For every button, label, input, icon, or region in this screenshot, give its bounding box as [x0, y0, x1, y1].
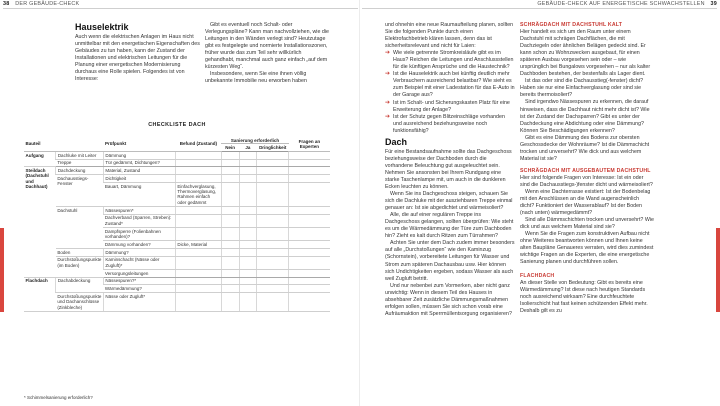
list-item-text: Ist die Hauselektrik auch bei künftig deutlich mehr Verbrauchern ausreichend belastbar? Wie sieht es zum Beispiel mit einer Ladestation für das E-Auto in der Garage aus? [393, 71, 515, 99]
arrow-right-icon: ➔ [385, 71, 391, 78]
row-check: Dampfsperre (Folienbahnen vorhanden)? [103, 227, 175, 240]
paragraph-schraegdach-kalt: Hier handelt es sich um den Raum unter einem Dachstuhl mit schrägen Dachflächen, die mit Dachziegeln oder ähnlichen Belägen gedeckt sind. Er kann schon zu Wohnzwecken ausgebaut, für einen späteren Ausbau vorgesehen sein oder – wie ursprünglich bei Bungalows vorgesehen – nur als kalter Dachboden bestehen, der bestenfalls als Lager dient. [520, 29, 651, 78]
group-label-aufgang: Aufgang [24, 151, 56, 167]
checklist-row [24, 256, 330, 269]
list-item-text: Ist im Schalt- und Sicherungskasten Platz für eine Erweiterung der Anlage? [393, 99, 510, 113]
cell-dringlichkeit[interactable] [257, 206, 289, 214]
right-column-2 [520, 22, 654, 315]
checklist-row [24, 248, 330, 256]
list-item [385, 100, 515, 114]
group-label-flachdach: Flachdach [24, 277, 56, 311]
header-dringlichkeit: Dringlichkeit [257, 144, 289, 151]
checklist-row [24, 277, 330, 285]
header-pruefpunkt: Prüfpunkt [56, 137, 176, 151]
row-item: Boden [56, 248, 104, 256]
header-rule-left [3, 8, 358, 9]
paragraph-daemmschichten: Sind alle Dämmschichten trocken und unversehrt? Wie dick und aus welchem Material sind sie? [520, 217, 654, 231]
row-check: Kaminschacht (Nässe oder Zugluft)* [103, 256, 175, 269]
checklist-header-row-1 [24, 137, 330, 144]
list-item [385, 71, 515, 99]
row-befund[interactable] [175, 248, 221, 256]
list-item-text: Wie vielе getrennte Stromkreisläufe gibt es im Haus? Reichen die Leitungen und Anschlussstellen für die künftigen Ansprüche und die Haustechnik? [393, 50, 514, 71]
cell-ja[interactable] [239, 159, 257, 167]
subheading-schraegdach-kalt: SCHRÄGDACH MIT DACHSTUHL KALT [520, 22, 623, 28]
paragraph-aufraeumaktion: Und nur nebenbei zum Vormerken, aber nicht ganz unwichtig: Wenn in diesem Teil des Hauses in absehbarer Zeit zusätzliche Dämmungsmaßnahmen erfolgen sollen, müssen Sie sich schon vorab eine Aufräumaktion mit Sperrmüllentsorgung organisieren? [385, 282, 512, 317]
row-befund[interactable] [175, 269, 221, 277]
cell-nein[interactable] [221, 206, 239, 214]
row-check: Dämmung vorhanden? [103, 241, 175, 249]
cell-dringlichkeit[interactable] [257, 167, 289, 175]
cell-fragen[interactable] [289, 256, 330, 269]
paragraph-ausgebaut-fragen: Hier sind folgende Fragen von Interesse: Ist ein oder sind die Dachausstiegs-)fenster dicht und wärmeisoliert? [520, 174, 653, 188]
header-befund: Befund (Zustand) [175, 137, 221, 151]
paragraph-experten: Wenn Sie die Fragen zum konstruktiven Aufbau nicht ohne Weiteres beantworten können und Ihnen keine alten Baupläne Genaueres verraten, wird dies zumindest wichtige Fragen an die Experten, die eine energetische Sanierung planen und durchführen sollen. [520, 231, 654, 266]
cell-dringlichkeit[interactable] [257, 175, 289, 183]
cell-dringlichkeit[interactable] [257, 214, 289, 227]
cell-ja[interactable] [239, 293, 257, 312]
row-befund[interactable] [175, 256, 221, 269]
cell-ja[interactable] [239, 256, 257, 269]
arrow-right-icon: ➔ [385, 50, 391, 57]
checklist-row [24, 159, 330, 167]
cell-dringlichkeit[interactable] [257, 277, 289, 285]
cell-nein[interactable] [221, 159, 239, 167]
row-befund[interactable] [175, 175, 221, 183]
cell-ja[interactable] [239, 241, 257, 249]
row-item: Dachstuhl [56, 206, 104, 248]
chapter-edge-tab-left [0, 228, 4, 312]
subheading-schraegdach-ausgebaut: SCHRÄGDACH MIT AUSGEBAUTEM DACHSTUHL [520, 167, 651, 174]
cell-dringlichkeit[interactable] [257, 256, 289, 269]
header-fragen: Fragen an Experten [289, 137, 330, 151]
intro-paragraph-plans: Gibt es eventuell noch Schalt- oder Verlegungspläne? Kann man nachvollziehen, wie die Leitungen in den Wänden verlegt sind? Heutzutage gibt es festgelegte und normierte Installationszonen, früher wurde das zum Teil sehr willkürlich gehandhabt, manchmal auch ganz einfach „auf dem kürzesten Weg“. [205, 22, 329, 71]
right-column-1 [385, 22, 515, 318]
cell-nein[interactable] [221, 151, 239, 159]
cell-fragen[interactable] [289, 277, 330, 285]
cell-fragen[interactable] [289, 269, 330, 277]
cell-fragen[interactable] [289, 159, 330, 167]
header-ja: Ja [239, 144, 257, 151]
cell-nein[interactable] [221, 175, 239, 183]
cell-fragen[interactable] [289, 227, 330, 240]
cell-nein[interactable] [221, 285, 239, 293]
cell-nein[interactable] [221, 277, 239, 285]
cell-fragen[interactable] [289, 206, 330, 214]
checklist-row [24, 293, 330, 312]
cell-nein[interactable] [221, 248, 239, 256]
paragraph-flachdach: An dieser Stelle von Bedeutung: Gibt es bereits eine Wärmedämmung? Ist diese nach heutigen Standards noch ausreichend wirksam? Eine durchfeuchtete Isolierschicht hat fast keinen schützenden Effekt mehr. Deshalb gilt es zu [520, 279, 648, 314]
row-item: Durchstoßungspunkte und Dachanschlüsse (Zinkbleche) [57, 293, 102, 310]
cell-fragen[interactable] [289, 182, 330, 206]
cell-nein[interactable] [221, 167, 239, 175]
cell-dringlichkeit[interactable] [257, 227, 289, 240]
header-nein: Nein [221, 144, 239, 151]
cell-fragen[interactable] [289, 214, 330, 227]
arrow-right-icon: ➔ [385, 99, 391, 106]
intro-paragraph: Auch wenn die elektrischen Anlagen im Haus nicht unmittelbar mit den energetischen Eigenschaften des Gebäudes zu tun haben, kann der Zustand der Installationen und elektrischen Leitungen für die Planung einer energetischen Modernisierung durchaus eine Rolle spielen. Folgendes ist von Interesse: [75, 34, 200, 83]
cell-ja[interactable] [239, 175, 257, 183]
cell-fragen[interactable] [289, 167, 330, 175]
cell-fragen[interactable] [289, 151, 330, 159]
cell-ja[interactable] [239, 227, 257, 240]
cell-ja[interactable] [239, 269, 257, 277]
intro-paragraph-newly-bought: Insbesondere, wenn Sie eine ihnen völlig unbekannte Immobilie neu erworben haben [205, 71, 307, 85]
cell-nein[interactable] [221, 214, 239, 227]
cell-ja[interactable] [239, 285, 257, 293]
page-number-left: 38 [3, 1, 10, 7]
running-head-right [537, 1, 717, 7]
cell-ja[interactable] [239, 277, 257, 285]
cell-dringlichkeit[interactable] [257, 248, 289, 256]
row-befund[interactable] [175, 285, 221, 293]
paragraph-dachluke: Wenn Sie ins Dachgeschoss steigen, schauen Sie sich die Dachluke mit der ausziehbaren Treppe einmal genauer an: Ist sie abgedichtet und wärmeisoliert? [385, 191, 513, 212]
subheading-flachdach: FLACHDACH [520, 272, 555, 279]
paragraph-durchstossungen: Achten Sie unter dem Dach zudem immer besonders auf alle „Durchstoßungen“ wie den Kaminzug (Schornstein), vorbereitete Leitungen für Wasser und Strom zum späteren Dachausbau usw. Hier können sich Undichtigkeiten ergeben, sodass Wasser als auch weil Zugluft betritt. [385, 240, 515, 282]
cell-nein[interactable] [221, 227, 239, 240]
cell-ja[interactable] [239, 167, 257, 175]
paragraph-dachausstieg: Ist das oder sind die Dachausstieg(-fenster) dicht? Haben sie nur eine Einfachverglasung oder sind sie bereits thermoisoliert? [520, 78, 644, 99]
cell-ja[interactable] [239, 248, 257, 256]
row-befund[interactable]: Dicke, Material [175, 241, 221, 249]
row-befund[interactable] [175, 206, 221, 214]
cell-nein[interactable] [221, 293, 239, 312]
row-check: Wärmedämmung? [103, 285, 175, 293]
row-check: Dämmung? [103, 248, 175, 256]
checklist-title: CHECKLISTE DACH [148, 122, 206, 128]
cell-dringlichkeit[interactable] [257, 182, 289, 206]
cell-nein[interactable] [221, 182, 239, 206]
checklist-row [24, 206, 330, 214]
paragraph-bodendaemmung: Gibt es eine Dämmung des Bodens zur obersten Geschossdecke der Wohnräume? Ist die Dämmschicht trocken und unversehrt? Wie dick und aus welchem Material ist sie? [520, 134, 650, 162]
paragraph-bestandsaufnahme: Für eine Bestandsaufnahme sollte das Dachgeschoss beziehungsweise der Dachboden durch die vorhandene Beleuchtung gut ausgeleuchtet sein. Nehmen Sie ansonsten bei Ihrem Rundgang eine starke Taschenlampe mit, um auch in die dunkleren Ecken leuchten zu können. [385, 148, 512, 190]
checklist-row [24, 175, 330, 183]
cell-fragen[interactable] [289, 175, 330, 183]
row-check: Nässespuren?* [103, 277, 175, 285]
running-head-left [3, 1, 79, 7]
intro-column-1 [75, 22, 203, 83]
checklist-table [24, 137, 330, 312]
cell-fragen[interactable] [289, 248, 330, 256]
row-check: Dichtigkeit [103, 175, 175, 183]
row-item: Dachausstiegs-Fenster [56, 175, 104, 207]
paragraph-treppe: Alle, die auf einer regulären Treppe ins Dachgeschoss gelangen, sollten überprüfen: Wie steht es um die Wärmedämmung der Türe zum Dachboden hin? Zieht es kalt durch Ritzen zum Türrahmen? [385, 212, 514, 240]
cell-ja[interactable] [239, 206, 257, 214]
list-item [385, 114, 515, 135]
cell-dringlichkeit[interactable] [257, 285, 289, 293]
paragraph-elektro-fachbetrieb: und ohnehin eine neue Raumaufteilung planen, sollten Sie die folgenden Punkte durch einen Elektrofachbetrieb klären lassen, denn das ist sicherheitsrelevant und nicht für Laien: [385, 22, 514, 50]
cell-nein[interactable] [221, 256, 239, 269]
row-check: Dachverband (Sparren, Streben): Zustand* [103, 214, 175, 227]
row-befund[interactable] [175, 227, 221, 240]
row-item: Dachdeckung [56, 167, 104, 175]
cell-fragen[interactable] [289, 293, 330, 312]
chapter-edge-tab-right [716, 228, 720, 312]
cell-ja[interactable] [239, 182, 257, 206]
header-rule-right [362, 8, 717, 9]
intro-column-2 [205, 22, 331, 85]
running-title-right: GEBÄUDE-CHECK AUF ENERGETISCHE SCHWACHSTELLEN [537, 1, 705, 7]
cell-ja[interactable] [239, 151, 257, 159]
row-befund[interactable] [175, 167, 221, 175]
section-heading-hauselektrik: Hauselektrik [75, 22, 129, 32]
row-befund[interactable] [175, 214, 221, 227]
row-item: Dachluke mit Leiter [56, 151, 104, 159]
section-heading-dach: Dach [385, 136, 408, 147]
cell-dringlichkeit[interactable] [257, 151, 289, 159]
page-number-right: 39 [710, 1, 717, 7]
checklist-footnote: * Schimmelsanierung erforderlich? [24, 395, 93, 400]
row-check: Nässe oder Zugluft* [103, 293, 175, 312]
cell-dringlichkeit[interactable] [257, 269, 289, 277]
list-item [385, 50, 515, 71]
row-check: Material, Zustand [103, 167, 175, 175]
cell-dringlichkeit[interactable] [257, 241, 289, 249]
row-check: Versorgungsleitungen [103, 269, 175, 277]
row-item: Dachabdeckung [56, 277, 104, 293]
row-befund[interactable] [175, 277, 221, 285]
header-sanierung: Sanierung erforderlich [221, 137, 288, 144]
checklist-row [24, 151, 330, 159]
right-page [360, 0, 720, 406]
checklist-row [24, 167, 330, 175]
cell-fragen[interactable] [289, 285, 330, 293]
row-befund[interactable] [175, 159, 221, 167]
row-check: Bauart, Dämmung [103, 182, 175, 206]
row-check: Tür gedämmt, Dichtungen? [103, 159, 175, 167]
cell-ja[interactable] [239, 214, 257, 227]
row-befund[interactable]: Einfachverglasung, Thermoverglasung, Rahmen einfach oder gedämmt [175, 182, 221, 206]
row-item: Durchstoßungspunkte (im Boden) [56, 256, 104, 277]
list-item-text: Ist der Schutz gegen Blitzeinschläge vorhanden und ausreichend beziehungsweise noch funktionsfähig? [393, 113, 505, 134]
row-check: Dämmung [103, 151, 175, 159]
cell-nein[interactable] [221, 241, 239, 249]
cell-dringlichkeit[interactable] [257, 159, 289, 167]
row-befund[interactable] [175, 151, 221, 159]
row-check: Nässespuren* [103, 206, 175, 214]
paragraph-dachterrasse: Wenn eine Dachterrasse existiert: Ist der Bodenbelag mit den Anschlüssen an die Wand augenscheinlich dicht? Funktioniert der Wasserablauf? Ist der Boden (nach unten) wärmegedämmt? [520, 188, 651, 217]
group-label-steildach: Steildach (Dachstuhl und Dachhaut) [24, 167, 56, 277]
cell-nein[interactable] [221, 269, 239, 277]
running-title-left: DER GEBÄUDE-CHECK [15, 1, 80, 7]
arrow-right-icon: ➔ [385, 113, 391, 120]
cell-fragen[interactable] [289, 241, 330, 249]
cell-dringlichkeit[interactable] [257, 293, 289, 312]
paragraph-naessespuren: Sind irgendwo Nässespuren zu erkennen, die darauf hinweisen, dass die Dachhaut nicht mehr dicht ist? Wie ist der Zustand der Dachsparren? Gibt es unter der Dachdeckung eine Abdichtung oder eine Dämmung? Können Sie Beschädigungen erkennen? [520, 99, 650, 134]
row-befund[interactable] [175, 293, 221, 312]
header-bauteil: Bauteil [24, 137, 56, 151]
row-item: Treppe [56, 159, 104, 167]
